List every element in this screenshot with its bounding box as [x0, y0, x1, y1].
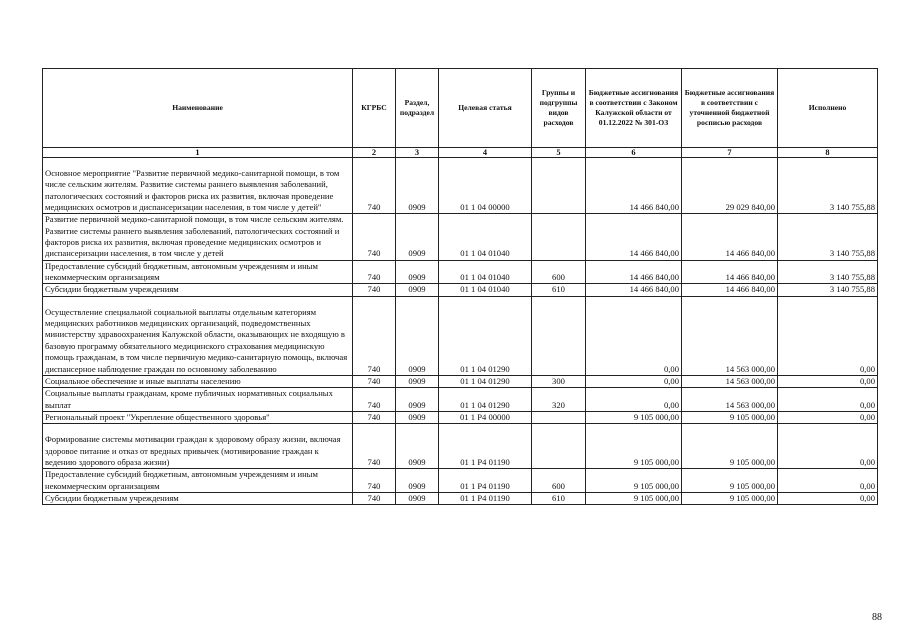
row-executed-amount: 3 140 755,88	[778, 158, 878, 214]
row-target: 01 1 P4 01190	[439, 424, 532, 469]
table-row	[43, 214, 878, 260]
row-target: 01 1 P4 00000	[439, 411, 532, 423]
row-refined-amount: 14 466 840,00	[682, 214, 778, 260]
row-refined-amount: 14 466 840,00	[682, 284, 778, 296]
row-kgrbs: 740	[353, 158, 396, 214]
row-law-amount: 14 466 840,00	[586, 284, 682, 296]
row-group: 610	[532, 492, 586, 504]
row-refined-amount: 9 105 000,00	[682, 492, 778, 504]
table-row	[43, 158, 878, 214]
row-kgrbs: 740	[353, 424, 396, 469]
row-law-amount: 9 105 000,00	[586, 469, 682, 493]
row-executed-amount: 0,00	[778, 375, 878, 387]
row-target: 01 1 04 00000	[439, 158, 532, 214]
row-name: Формирование системы мотивации граждан к здоровому образу жизни, включая здоровое питание и отказ от вредных привычек (мотивирование граждан к ведению здорового образа жизни)	[43, 424, 353, 469]
row-group: 610	[532, 284, 586, 296]
column-number: 4	[439, 148, 532, 158]
column-number: 8	[778, 148, 878, 158]
column-number: 2	[353, 148, 396, 158]
column-number: 6	[586, 148, 682, 158]
column-number: 5	[532, 148, 586, 158]
row-section: 0909	[396, 492, 439, 504]
row-executed-amount: 3 140 755,88	[778, 214, 878, 260]
row-kgrbs: 740	[353, 284, 396, 296]
header-refined: Бюджетные ассигнования в соответствии с уточненной бюджетной росписью расходов	[682, 69, 778, 148]
row-section: 0909	[396, 260, 439, 284]
table-row	[43, 492, 878, 504]
row-law-amount: 0,00	[586, 296, 682, 375]
row-kgrbs: 740	[353, 469, 396, 493]
row-target: 01 1 04 01290	[439, 296, 532, 375]
row-target: 01 1 04 01040	[439, 260, 532, 284]
row-section: 0909	[396, 296, 439, 375]
row-law-amount: 14 466 840,00	[586, 158, 682, 214]
table-row	[43, 375, 878, 387]
row-law-amount: 9 105 000,00	[586, 424, 682, 469]
row-name: Предоставление субсидий бюджетным, автономным учреждениям и иным некоммерческим организациям	[43, 469, 353, 493]
row-refined-amount: 29 029 840,00	[682, 158, 778, 214]
row-kgrbs: 740	[353, 296, 396, 375]
row-name: Развитие первичной медико-санитарной помощи, в том числе сельским жителям. Развитие системы раннего выявления заболеваний, патологических состояний и факторов риска их развития, включая проведение медицинских осмотров и диспансеризации населения, в том числе у детей	[43, 214, 353, 260]
column-number-row	[43, 148, 878, 158]
header-row	[43, 69, 878, 148]
row-refined-amount: 14 466 840,00	[682, 260, 778, 284]
row-section: 0909	[396, 424, 439, 469]
row-name: Социальные выплаты гражданам, кроме публичных нормативных социальных выплат	[43, 388, 353, 412]
row-refined-amount: 9 105 000,00	[682, 411, 778, 423]
row-kgrbs: 740	[353, 411, 396, 423]
row-executed-amount: 0,00	[778, 388, 878, 412]
row-executed-amount: 3 140 755,88	[778, 284, 878, 296]
row-target: 01 1 04 01290	[439, 388, 532, 412]
row-executed-amount: 0,00	[778, 411, 878, 423]
header-name: Наименование	[43, 69, 353, 148]
row-group	[532, 296, 586, 375]
row-name: Социальное обеспечение и иные выплаты населению	[43, 375, 353, 387]
row-law-amount: 0,00	[586, 388, 682, 412]
row-law-amount: 9 105 000,00	[586, 411, 682, 423]
row-refined-amount: 14 563 000,00	[682, 388, 778, 412]
row-section: 0909	[396, 469, 439, 493]
row-target: 01 1 P4 01190	[439, 469, 532, 493]
row-section: 0909	[396, 411, 439, 423]
header-kgrbs: КГРБС	[353, 69, 396, 148]
header-target: Целевая статья	[439, 69, 532, 148]
table-row	[43, 469, 878, 493]
row-kgrbs: 740	[353, 492, 396, 504]
row-name: Субсидии бюджетным учреждениям	[43, 284, 353, 296]
row-section: 0909	[396, 214, 439, 260]
row-section: 0909	[396, 284, 439, 296]
row-section: 0909	[396, 158, 439, 214]
row-name: Субсидии бюджетным учреждениям	[43, 492, 353, 504]
row-refined-amount: 14 563 000,00	[682, 296, 778, 375]
row-group: 300	[532, 375, 586, 387]
budget-table	[42, 68, 878, 505]
row-target: 01 1 P4 01190	[439, 492, 532, 504]
row-group	[532, 214, 586, 260]
row-target: 01 1 04 01040	[439, 214, 532, 260]
row-kgrbs: 740	[353, 375, 396, 387]
header-group: Группы и подгруппы видов расходов	[532, 69, 586, 148]
table-body	[43, 158, 878, 505]
row-section: 0909	[396, 375, 439, 387]
table-row	[43, 411, 878, 423]
row-name: Предоставление субсидий бюджетным, автономным учреждениям и иным некоммерческим организациям	[43, 260, 353, 284]
row-group: 600	[532, 469, 586, 493]
table-row	[43, 388, 878, 412]
row-law-amount: 9 105 000,00	[586, 492, 682, 504]
row-group: 600	[532, 260, 586, 284]
column-number: 1	[43, 148, 353, 158]
row-refined-amount: 9 105 000,00	[682, 424, 778, 469]
row-executed-amount: 0,00	[778, 492, 878, 504]
column-number: 7	[682, 148, 778, 158]
row-name: Основное мероприятие "Развитие первичной медико-санитарной помощи, в том числе сельским жителям. Развитие системы раннего выявления заболеваний, патологических состояний и факторов риска их развития, включая проведение медицинских осмотров и диспансеризации населения, в том числе у детей"	[43, 158, 353, 214]
page-number: 88	[872, 612, 882, 623]
row-kgrbs: 740	[353, 388, 396, 412]
row-group	[532, 424, 586, 469]
column-number: 3	[396, 148, 439, 158]
row-law-amount: 14 466 840,00	[586, 214, 682, 260]
row-target: 01 1 04 01290	[439, 375, 532, 387]
header-executed: Исполнено	[778, 69, 878, 148]
table-row	[43, 284, 878, 296]
row-law-amount: 0,00	[586, 375, 682, 387]
row-executed-amount: 0,00	[778, 469, 878, 493]
row-group	[532, 411, 586, 423]
table-row	[43, 424, 878, 469]
row-target: 01 1 04 01040	[439, 284, 532, 296]
row-refined-amount: 14 563 000,00	[682, 375, 778, 387]
row-kgrbs: 740	[353, 214, 396, 260]
row-kgrbs: 740	[353, 260, 396, 284]
row-executed-amount: 3 140 755,88	[778, 260, 878, 284]
row-name: Осуществление специальной социальной выплаты отдельным категориям медицинских работников медицинских организаций, подведомственных министерству здравоохранения Калужской области, оказывающих не входящую в базовую программу обязательного медицинского страхования медицинскую помощь гражданам, в том числе первичную медико-санитарную помощь, включая диспансерное наблюдение граждан по основному заболеванию	[43, 296, 353, 375]
row-group	[532, 158, 586, 214]
row-executed-amount: 0,00	[778, 296, 878, 375]
row-group: 320	[532, 388, 586, 412]
row-law-amount: 14 466 840,00	[586, 260, 682, 284]
row-name: Региональный проект "Укрепление общественного здоровья"	[43, 411, 353, 423]
table-row	[43, 296, 878, 375]
row-section: 0909	[396, 388, 439, 412]
table-row	[43, 260, 878, 284]
row-refined-amount: 9 105 000,00	[682, 469, 778, 493]
header-law: Бюджетные ассигнования в соответствии с Законом Калужской области от 01.12.2022 № 301-ОЗ	[586, 69, 682, 148]
row-executed-amount: 0,00	[778, 424, 878, 469]
header-section: Раздел, подраздел	[396, 69, 439, 148]
